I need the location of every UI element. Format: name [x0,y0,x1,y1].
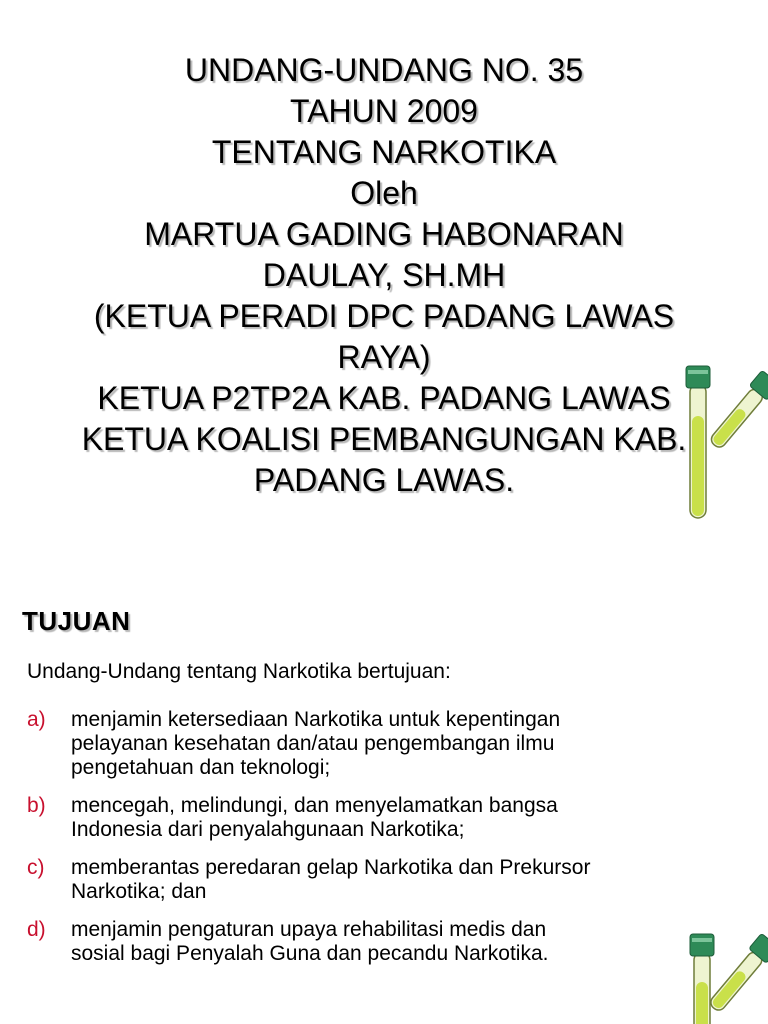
list-item-text: memberantas peredaran gelap Narkotika dan Prekursor Narkotika; dan [71,856,591,903]
objectives-list [27,708,727,980]
intro-text: Undang-Undang tentang Narkotika bertujuan: [27,660,451,683]
title-line: DAULAY, SH.MH [262,257,506,293]
title-block [0,50,768,501]
test-tube-icon [682,356,768,526]
title-line: RAYA) [337,339,431,375]
title-line: PADANG LAWAS. [253,462,515,498]
list-item [27,856,727,904]
list-marker: d) [27,918,46,941]
title-line: KETUA KOALISI PEMBANGUNGAN KAB. [81,421,687,457]
list-item [27,794,727,842]
content-slide [0,590,768,1024]
title-line: Oleh [350,175,418,211]
list-marker: b) [27,794,46,817]
section-heading: TUJUAN [22,606,131,636]
list-marker: c) [27,856,45,879]
title-line: (KETUA PERADI DPC PADANG LAWAS [93,298,675,334]
list-item-text: mencegah, melindungi, dan menyelamatkan bangsa Indonesia dari penyalahgunaan Narkotika; [71,794,558,841]
test-tube-icon [686,926,768,1024]
title-line: TAHUN 2009 [290,93,478,129]
list-item-text: menjamin ketersediaan Narkotika untuk kepentingan pelayanan kesehatan dan/atau pengembangan ilmu pengetahuan dan teknologi; [71,708,561,779]
title-line: UNDANG-UNDANG NO. 35 [184,52,584,88]
list-item [27,708,727,780]
list-item-text: menjamin pengaturan upaya rehabilitasi medis dan sosial bagi Penyalah Guna dan pecandu Narkotika. [71,918,549,965]
list-item [27,918,727,966]
title-line: MARTUA GADING HABONARAN [144,216,624,252]
list-marker: a) [27,708,46,731]
title-line: TENTANG NARKOTIKA [211,134,557,170]
title-line: KETUA P2TP2A KAB. PADANG LAWAS [97,380,671,416]
